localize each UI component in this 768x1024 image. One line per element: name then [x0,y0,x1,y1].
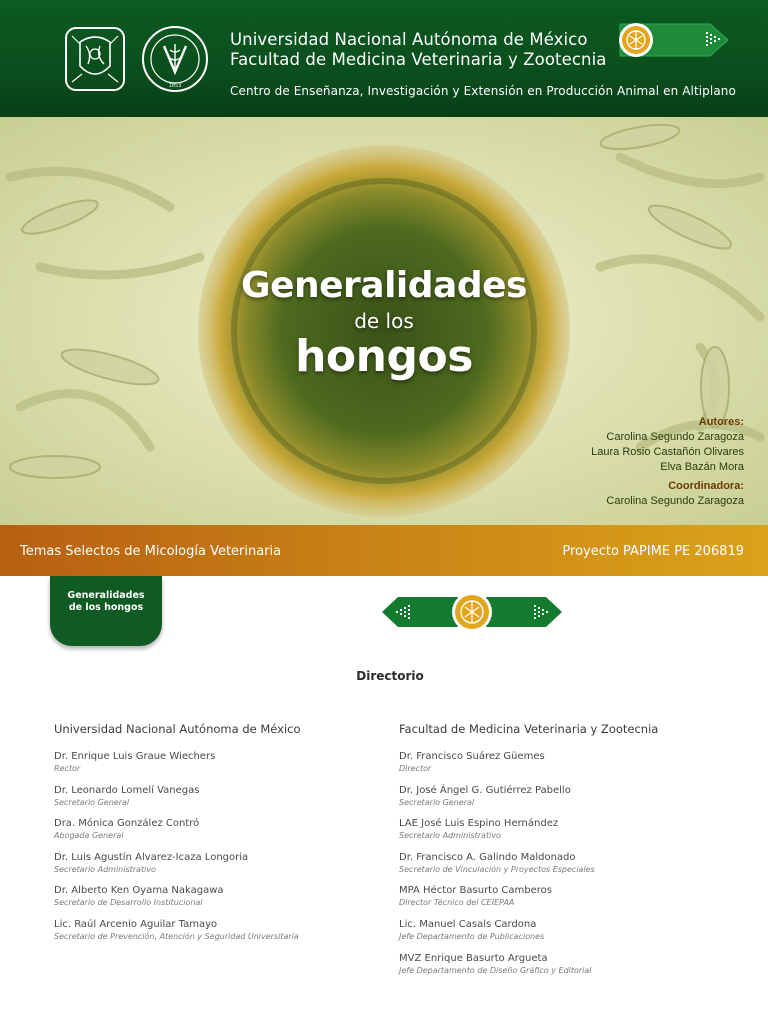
directory-entry [54,784,384,818]
person-role: Secretario General [399,797,475,807]
person-role: Jefe Departamento de Diseño Gráfico y Editorial [399,965,592,975]
person-role: Jefe Departamento de Publicaciones [399,931,545,941]
person-role: Secretario Administrativo [399,831,501,841]
fungus-badge-icon[interactable] [452,592,492,632]
author-name: Elva Bazán Mora [660,461,744,473]
directory-entry [399,784,729,818]
person-role: Secretario de Prevención, Atención y Seguridad Universitaria [54,931,299,941]
directory-title: Directorio [356,669,424,683]
directory-entry [54,851,384,885]
credits-block [591,415,744,509]
series-title: Temas Selectos de Micología Veterinaria [20,544,282,559]
person-name: MPA Héctor Basurto Camberos [399,885,552,897]
person-name: Lic. Manuel Casals Cardona [399,918,537,930]
directory-entry [399,817,729,851]
coordinator-name: Carolina Segundo Zaragoza [606,495,744,507]
person-name: Dr. Alberto Ken Oyama Nakagawa [54,885,224,897]
unam-seal-icon [60,24,130,94]
series-band [0,525,768,576]
person-name: MVZ Enrique Basurto Argueta [399,952,548,964]
directory-entry [399,750,729,784]
section-tab[interactable] [50,576,162,646]
person-name: Dr. José Ángel G. Gutiérrez Pabello [399,784,571,796]
seal-year: 1853 [168,83,182,89]
person-name: Lic. Raúl Arcenio Aguilar Tamayo [54,918,218,930]
page-header [0,0,768,117]
university-name: Universidad Nacional Autónoma de México [230,30,588,49]
directory-entry [54,884,384,918]
person-name: Dr. Leonardo Lomelí Vanegas [54,784,200,796]
directory-entry [399,884,729,918]
person-name: Dr. Francisco A. Galindo Maldonado [399,851,576,863]
person-role: Secretario General [54,797,130,807]
directory-entry [54,918,384,952]
center-name: Centro de Enseñanza, Investigación y Extensión en Producción Animal en Altiplano [230,84,736,98]
page-navigation [380,591,564,633]
fmvz-directory [399,722,729,985]
person-role: Abogada General [54,831,124,841]
section-tab-label: Generalidades de los hongos [67,590,145,613]
person-name: Dr. Luis Agustín Alvarez-Icaza Longoria [54,851,249,863]
person-role: Director [399,764,432,773]
person-name: Dr. Enrique Luis Graue Wiechers [54,751,216,762]
cover-hero [0,117,768,525]
unam-heading: Universidad Nacional Autónoma de México [54,722,301,736]
directory-entry [399,952,729,986]
person-role: Director Técnico del CEIEPAA [399,898,515,908]
person-role: Rector [54,764,81,773]
fmvz-seal-icon [140,24,210,94]
author-name: Carolina Segundo Zaragoza [606,431,744,443]
directory-entry [399,918,729,952]
author-name: Laura Rosio Castañón Olivares [591,446,744,458]
header-title [230,30,606,70]
directory-entry [54,817,384,851]
coordinator-label: Coordinadora: [668,480,744,492]
cover-title-line1: Generalidades [241,265,527,306]
cover-title-line3: hongos [295,331,473,382]
authors-label: Autores: [698,416,744,428]
unam-directory [54,722,384,952]
person-role: Secretario de Desarrollo Institucional [54,898,203,908]
fungus-badge-icon[interactable] [616,20,732,60]
person-name: Dra. Mónica González Contró [54,818,200,830]
faculty-name: Facultad de Medicina Veterinaria y Zootecnia [230,50,607,69]
cover-title-line2: de los [354,309,414,333]
person-name: Dr. Francisco Suárez Güemes [399,751,545,762]
directory-entry [54,750,384,784]
next-arrow-icon[interactable] [486,597,562,627]
directory-entry [399,851,729,885]
person-name: LAE José Luis Espino Hernández [399,818,559,830]
person-role: Secretario Administrativo [54,864,156,874]
person-role: Secretario de Vinculación y Proyectos Especiales [399,864,595,874]
project-code: Proyecto PAPIME PE 206819 [562,544,744,559]
prev-arrow-icon[interactable] [382,597,458,627]
fmvz-heading: Facultad de Medicina Veterinaria y Zootecnia [399,722,659,736]
